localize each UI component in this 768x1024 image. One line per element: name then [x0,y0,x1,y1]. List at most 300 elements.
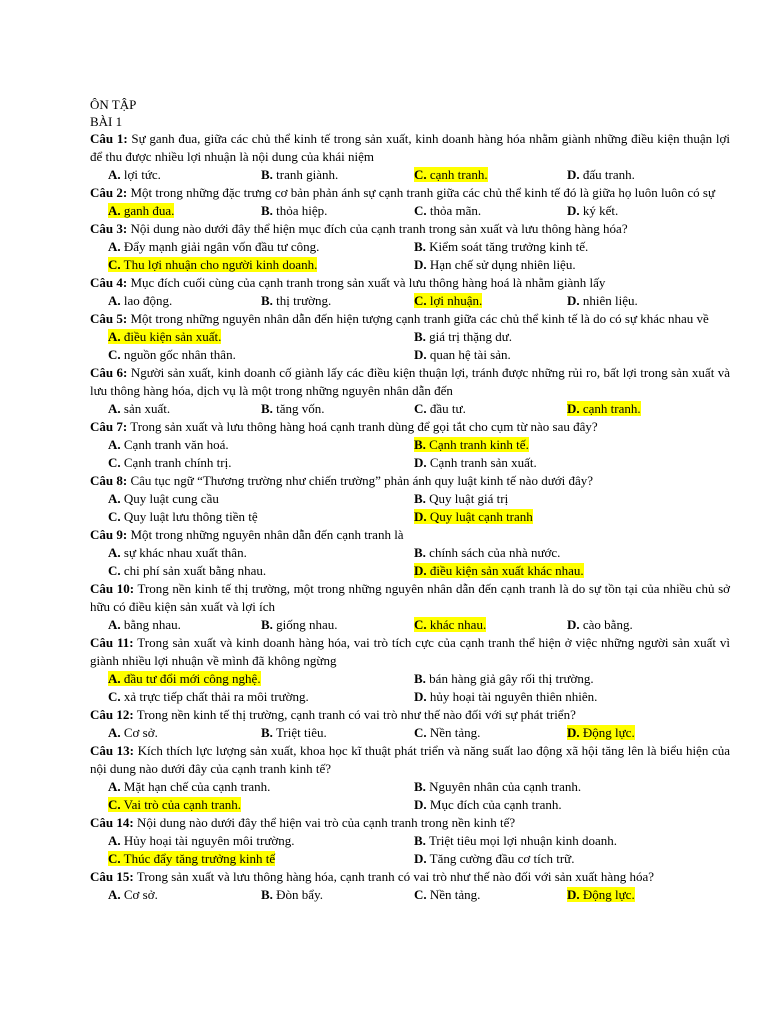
question-number: Câu 10: [90,581,135,596]
answer-content [261,203,327,218]
answer-option [108,670,414,688]
answer-option [567,724,720,742]
question-stem [90,364,730,400]
answer-content [414,689,597,704]
answer-option [108,562,414,580]
option-text: Nguyên nhân của cạnh tranh. [429,779,582,794]
answer-option [567,292,720,310]
option-text: Cơ sở. [123,725,158,740]
option-letter: B. [414,545,426,560]
question-stem [90,274,730,292]
option-text: điều kiện sản xuất. [123,329,222,344]
question-number: Câu 2: [90,185,128,200]
option-text: thị trường. [276,293,332,308]
answer-option [108,832,414,850]
answer-content [414,851,574,866]
question-block [90,184,730,220]
option-letter: C. [108,689,121,704]
answer-options [90,328,730,364]
option-text: giống nhau. [276,617,338,632]
question-number: Câu 5: [90,311,128,326]
question-text: Trong sản xuất và lưu thông hàng hoá cạnh tranh dùng để gọi tắt cho cụm từ nào sau đây? [130,419,598,434]
answer-content [414,725,480,740]
option-text: lợi tức. [123,167,161,182]
question-block [90,274,730,310]
option-text: ký kết. [582,203,619,218]
option-text: sự khác nhau xuất thân. [123,545,247,560]
question-stem [90,634,730,670]
option-text: Cạnh tranh chính trị. [123,455,232,470]
answer-option [414,166,567,184]
document-heading: ÔN TẬP [90,97,137,112]
question-text: Người sản xuất, kinh doanh cố giành lấy các điều kiện thuận lợi, tránh được những rủi ro, bất lợi trong sản xuất và lưu thông hàng hóa, dịch vụ là một trong những nguyên nhân dẫn đến [90,365,730,398]
answer-option [108,544,414,562]
answer-option [108,508,414,526]
option-letter: A. [108,167,121,182]
option-text: tranh giành. [276,167,339,182]
answer-option [108,292,261,310]
option-text: Hủy hoại tài nguyên môi trường. [123,833,295,848]
question-number: Câu 9: [90,527,128,542]
answer-options [90,202,730,220]
question-block [90,130,730,184]
answer-content [567,203,618,218]
answer-option [567,166,720,184]
answer-option [108,328,414,346]
option-text: Cơ sở. [123,887,158,902]
option-text: tăng vốn. [276,401,325,416]
question-stem [90,814,730,832]
option-text: thỏa hiệp. [276,203,328,218]
option-text: nguồn gốc nhân thân. [123,347,236,362]
answer-content [261,725,327,740]
option-text: quan hệ tài sản. [429,347,511,362]
answer-content [108,347,236,362]
question-text: Sự ganh đua, giữa các chủ thể kinh tế trong sản xuất, kinh doanh hàng hóa nhằm giành những điều kiện thuận lợi để thu được nhiều lợi nhuận là nội dung của khái niệm [90,131,731,164]
option-text: Thu lợi nhuận cho người kinh doanh. [123,257,318,272]
option-text: Nền tảng. [429,887,481,902]
question-stem [90,526,730,544]
answer-content [261,293,331,308]
answer-content [108,617,181,632]
answer-option [108,688,414,706]
answer-option [108,400,261,418]
answer-option [414,328,720,346]
answer-option [414,796,720,814]
answer-content [414,455,537,470]
answer-option [414,238,720,256]
option-letter: A. [108,491,121,506]
option-letter: A. [108,833,121,848]
answer-content [108,833,295,848]
option-text: Mặt hạn chế của cạnh tranh. [123,779,271,794]
answer-options [90,490,730,526]
correct-answer-highlight [108,203,174,218]
option-text: Quy luật lưu thông tiền tệ [123,509,258,524]
option-text: khác nhau. [429,617,487,632]
answer-option [414,202,567,220]
option-letter: D. [567,203,580,218]
question-block [90,706,730,742]
answer-options [90,616,730,634]
answer-option [414,670,720,688]
question-number: Câu 7: [90,419,128,434]
option-letter: A. [108,887,121,902]
option-text: Triệt tiêu mọi lợi nhuận kinh doanh. [428,833,617,848]
answer-option [567,886,720,904]
question-list [90,130,730,904]
answer-options [90,238,730,274]
option-letter: A. [108,293,121,308]
answer-option [567,202,720,220]
answer-option [108,202,261,220]
answer-content [108,293,172,308]
answer-option [261,400,414,418]
answer-options [90,166,730,184]
correct-answer-highlight [567,725,635,740]
option-letter: D. [414,689,427,704]
option-text: Tăng cường đầu cơ tích trữ. [429,851,575,866]
question-text: Một trong những nguyên nhân dẫn đến cạnh tranh là [130,527,404,542]
answer-content [414,779,581,794]
option-text: Cạnh tranh văn hoá. [123,437,229,452]
correct-answer-highlight [108,797,241,812]
document-page [90,96,730,904]
correct-answer-highlight [108,257,317,272]
question-block [90,364,730,418]
question-stem [90,742,730,778]
answer-option [414,850,720,868]
question-number: Câu 14: [90,815,134,830]
answer-option [108,850,414,868]
option-text: Cạnh tranh sản xuất. [429,455,537,470]
option-letter: D. [567,293,580,308]
option-text: Động lực. [582,725,635,740]
answer-content [414,545,560,560]
question-stem [90,220,730,238]
answer-option [414,886,567,904]
option-text: cạnh tranh. [582,401,641,416]
answer-option [414,454,720,472]
option-letter: D. [414,851,427,866]
option-letter: B. [261,167,273,182]
option-letter: B. [414,671,426,686]
option-letter: C. [108,509,121,524]
answer-options [90,292,730,310]
option-letter: B. [261,725,273,740]
option-letter: B. [414,779,426,794]
question-text: Câu tục ngữ “Thương trường như chiến trường” phản ánh quy luật kinh tế nào dưới đây? [130,473,594,488]
question-block [90,310,730,364]
option-letter: C. [414,617,427,632]
option-letter: D. [414,455,427,470]
question-number: Câu 13: [90,743,134,758]
question-block [90,634,730,706]
answer-content [108,401,170,416]
answer-content [414,329,512,344]
option-text: Kiểm soát tăng trưởng kinh tế. [429,239,589,254]
option-letter: C. [414,293,427,308]
answer-option [108,724,261,742]
option-text: đầu tư đổi mới công nghệ. [123,671,261,686]
lesson-title: BÀI 1 [90,114,123,129]
answer-content [108,239,319,254]
option-letter: B. [414,491,426,506]
answer-option [414,688,720,706]
answer-option [261,202,414,220]
answer-option [261,292,414,310]
option-letter: A. [108,239,121,254]
answer-option [414,346,720,364]
answer-option [414,562,720,580]
option-text: điều kiện sản xuất khác nhau. [429,563,584,578]
option-letter: D. [567,167,580,182]
answer-option [414,400,567,418]
correct-answer-highlight [108,851,275,866]
answer-options [90,670,730,706]
answer-option [414,724,567,742]
question-number: Câu 4: [90,275,128,290]
question-stem [90,184,730,202]
question-number: Câu 12: [90,707,134,722]
answer-content [414,491,508,506]
option-text: Hạn chế sử dụng nhiên liệu. [429,257,576,272]
option-text: đầu tư. [429,401,466,416]
option-text: lao động. [123,293,173,308]
question-stem [90,868,730,886]
option-text: xả trực tiếp chất thải ra môi trường. [123,689,309,704]
answer-option [414,544,720,562]
option-letter: C. [108,797,121,812]
answer-content [108,545,247,560]
question-number: Câu 6: [90,365,128,380]
option-letter: D. [414,257,427,272]
answer-content [261,617,338,632]
answer-option [414,778,720,796]
option-letter: D. [414,347,427,362]
question-block [90,814,730,868]
option-text: ganh đua. [123,203,175,218]
option-letter: A. [108,779,121,794]
answer-content [414,239,588,254]
answer-content [567,617,633,632]
option-text: Đòn bẩy. [276,887,323,902]
answer-option [414,436,720,454]
option-text: Mục đích của cạnh tranh. [429,797,562,812]
answer-content [108,725,158,740]
option-letter: D. [567,617,580,632]
correct-answer-highlight [414,167,488,182]
answer-content [261,887,323,902]
answer-option [108,616,261,634]
option-text: hủy hoại tài nguyên thiên nhiên. [429,689,598,704]
option-text: bán hàng giả gây rối thị trường. [429,671,594,686]
option-text: Cạnh tranh kinh tế. [429,437,529,452]
option-letter: C. [108,347,121,362]
option-letter: D. [567,725,580,740]
answer-options [90,832,730,868]
option-letter: D. [414,509,427,524]
question-text: Kích thích lực lượng sản xuất, khoa học kĩ thuật phát triển và năng suất lao động xã hội tăng lên là biểu hiện của nội dung nào dưới đây của cạnh tranh kinh tế? [90,743,731,776]
option-text: Quy luật cạnh tranh [429,509,533,524]
question-stem [90,472,730,490]
question-text: Trong nền kinh tế thị trường, một trong những nguyên nhân dẫn đến cạnh tranh là do sự tồn tại của nhiều chủ sở hữu có điều kiện sản xuất và lợi ích [90,581,731,614]
answer-option [108,166,261,184]
answer-option [108,490,414,508]
option-text: sản xuất. [123,401,171,416]
answer-content [108,167,161,182]
option-text: nhiên liệu. [582,293,638,308]
option-letter: D. [414,797,427,812]
answer-content [261,401,325,416]
option-text: bằng nhau. [123,617,181,632]
question-block [90,472,730,526]
answer-option [108,778,414,796]
option-text: cạnh tranh. [429,167,488,182]
option-letter: C. [108,851,121,866]
question-text: Một trong những đặc trưng cơ bản phản ánh sự cạnh tranh giữa các chủ thể kinh tế đó là giữa họ luôn luôn có sự [130,185,715,200]
option-letter: C. [414,401,427,416]
option-letter: B. [261,401,273,416]
question-text: Mục đích cuối cùng của cạnh tranh trong sản xuất và lưu thông hàng hoá là nhằm giành lấy [130,275,606,290]
answer-content [261,167,338,182]
answer-option [108,256,414,274]
correct-answer-highlight [414,293,482,308]
option-letter: B. [414,329,426,344]
answer-content [108,563,266,578]
option-text: lợi nhuận. [429,293,483,308]
option-letter: B. [261,293,273,308]
option-text: Triệt tiêu. [275,725,327,740]
question-block [90,742,730,814]
question-stem [90,130,730,166]
answer-option [108,454,414,472]
question-text: Trong nền kinh tế thị trường, cạnh tranh có vai trò như thế nào đối với sự phát triển? [136,707,576,722]
question-number: Câu 15: [90,869,134,884]
answer-content [414,887,480,902]
question-text: Nội dung nào dưới đây thể hiện vai trò của cạnh tranh trong nền kinh tế? [136,815,516,830]
answer-content [108,689,309,704]
question-text: Nội dung nào dưới đây thể hiện mục đích của cạnh tranh trong sản xuất và lưu thông hàng hóa? [130,221,628,236]
answer-content [108,887,158,902]
option-letter: A. [108,437,121,452]
answer-option [261,166,414,184]
answer-option [108,796,414,814]
question-number: Câu 3: [90,221,128,236]
answer-option [108,346,414,364]
option-letter: C. [108,563,121,578]
option-text: Nền tảng. [429,725,481,740]
question-block [90,220,730,274]
answer-option [414,616,567,634]
answer-content [567,293,638,308]
question-stem [90,418,730,436]
answer-content [108,779,270,794]
question-number: Câu 1: [90,131,128,146]
correct-answer-highlight [108,329,221,344]
option-letter: D. [567,401,580,416]
option-letter: A. [108,671,121,686]
option-letter: A. [108,329,121,344]
option-letter: C. [414,725,427,740]
question-stem [90,706,730,724]
option-letter: C. [414,167,427,182]
answer-content [567,167,635,182]
answer-options [90,400,730,418]
question-block [90,526,730,580]
option-letter: B. [414,437,426,452]
option-text: chi phí sản xuất bằng nhau. [123,563,267,578]
option-text: Thúc đẩy tăng trưởng kinh tế [123,851,276,866]
answer-option [414,832,720,850]
option-letter: C. [108,455,121,470]
answer-option [414,256,720,274]
answer-options [90,724,730,742]
answer-content [414,257,576,272]
correct-answer-highlight [414,437,529,452]
option-text: Đẩy mạnh giải ngân vốn đầu tư công. [123,239,320,254]
option-text: Động lực. [582,887,635,902]
option-text: Quy luật giá trị [429,491,509,506]
correct-answer-highlight [567,887,635,902]
option-letter: D. [414,563,427,578]
option-letter: D. [567,887,580,902]
answer-content [414,797,562,812]
answer-option [414,508,720,526]
question-text: Trong sản xuất và kinh doanh hàng hóa, vai trò tích cực của cạnh tranh thể hiện ở việc những người sản xuất vì giành nhiều lợi nhuận về mình đã không ngừng [90,635,731,668]
option-text: chính sách của nhà nước. [429,545,561,560]
answer-content [414,401,466,416]
answer-option [567,616,720,634]
option-letter: B. [261,887,273,902]
option-text: Quy luật cung cầu [123,491,219,506]
correct-answer-highlight [414,617,486,632]
answer-content [414,347,511,362]
answer-option [108,238,414,256]
correct-answer-highlight [567,401,641,416]
question-block [90,580,730,634]
answer-option [261,724,414,742]
option-letter: C. [108,257,121,272]
option-letter: A. [108,203,121,218]
option-letter: C. [414,203,427,218]
answer-option [414,490,720,508]
answer-option [414,292,567,310]
correct-answer-highlight [414,509,533,524]
question-block [90,418,730,472]
answer-content [108,437,229,452]
question-text: Một trong những nguyên nhân dẫn đến hiện tượng cạnh tranh giữa các chủ thể kinh tế là do có sự khác nhau về [130,311,709,326]
option-letter: B. [261,617,273,632]
answer-content [108,491,219,506]
option-text: giá trị thặng dư. [429,329,513,344]
answer-options [90,436,730,472]
option-letter: B. [261,203,273,218]
option-text: thỏa mãn. [429,203,482,218]
answer-options [90,778,730,814]
answer-content [108,455,231,470]
question-number: Câu 11: [90,635,134,650]
answer-content [414,671,594,686]
option-letter: A. [108,545,121,560]
correct-answer-highlight [108,671,261,686]
answer-option [108,436,414,454]
option-letter: A. [108,725,121,740]
option-letter: A. [108,617,121,632]
answer-content [414,833,617,848]
answer-options [90,544,730,580]
answer-content [108,509,258,524]
